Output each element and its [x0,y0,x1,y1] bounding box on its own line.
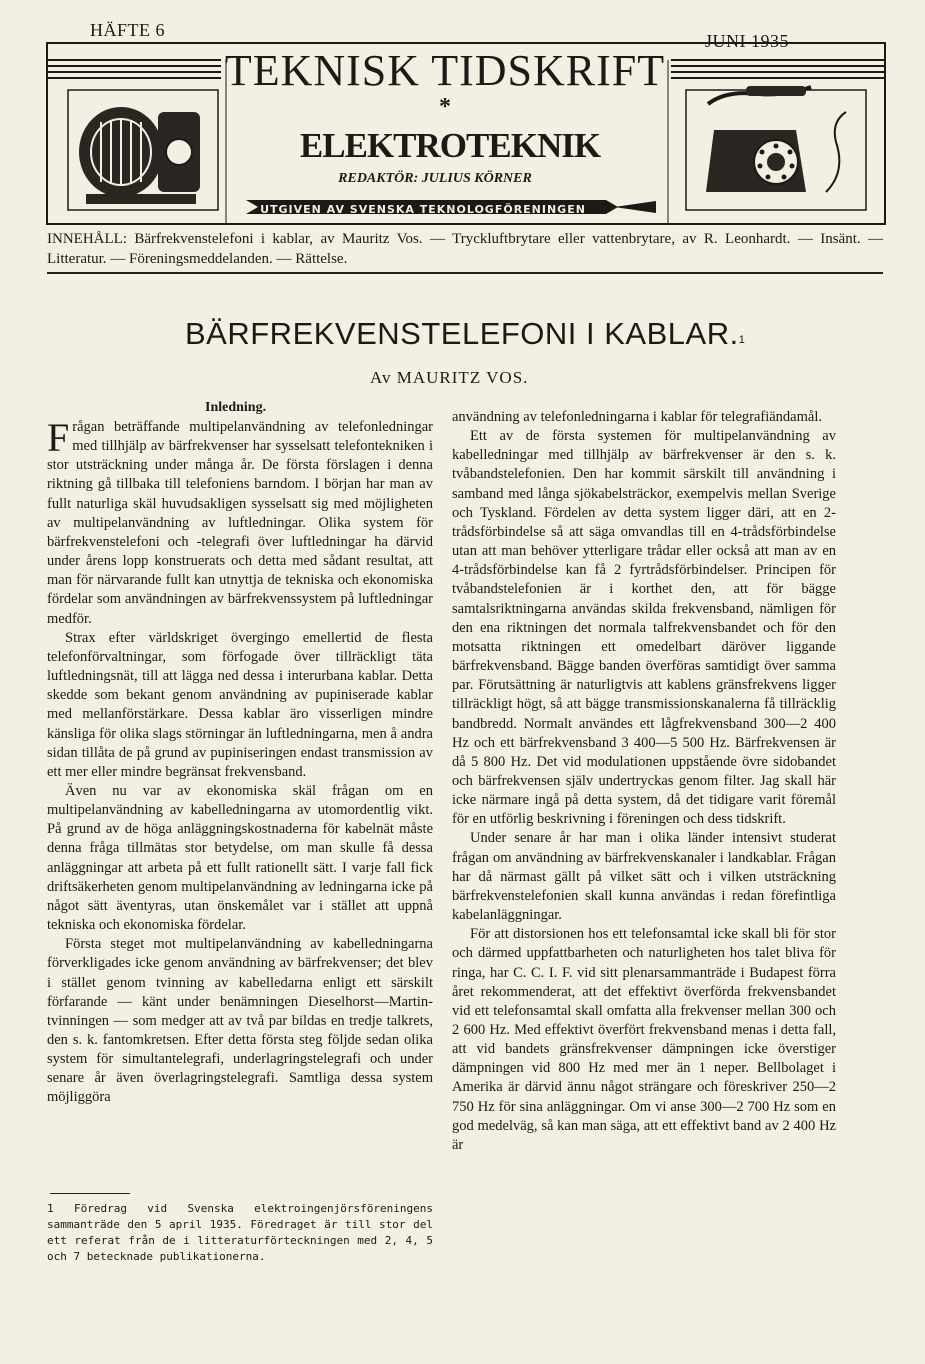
left-column [47,415,433,1108]
paragraph: Även nu var av ekonomiska skäl frågan om en multipelanvändning av kabelledningarna av utomordentlig vikt. På grund av de höga anläggningskostnaderna för kabelnät måste denna fråga tillmätas stor betydelse, om man skulle få dessa anläggningar att arbeta på ett fullt rationellt sätt. I varje fall fick driftsäkerheten genom multipelanvändning av ledningarna icke på något sätt äventyras, utan önskemålet var i stället att uppnå tekniska och ekonomiska fördelar. [47,782,433,934]
paragraph: Under senare år har man i olika länder intensivt studerat frågan om användning av bärfrekvenskanaler i landkablar. Frågan har då närmast gällt på vilket sätt och i vilken utsträckning bärfrekvenstelefonien skall kunna användas i redan förefintliga kabelanläggningar. [452,830,836,924]
editor-line: REDAKTÖR: JULIUS KÖRNER [338,171,532,186]
right-column [452,408,836,1155]
electric-motor-icon [68,90,218,210]
paragraph: användning av telefonledningarna i kablar för telegrafiändamål. [452,409,822,425]
drop-cap: F [47,415,70,460]
paragraph: Frågan beträffande multipelanvändning av telefonledningar med tillhjälp av bärfrekvenser har sysselsatt telefontekniken i stor utsträckning under många år. De första förslagen i denna riktning gå tillbaka till telefoniens barndom. I början har man av fullt naturliga skäl huvudsakligen sysselsatt sig med möjligheten av multipelanvändning av luftledningar. Olika system för bärfrekvenstelefoni och -telegrafi över luftledningar ha därvid under årens lopp konstruerats och detta med sådant resultat, att man för närvarande fullt kan utnyttja de tekniska och ekonomiska fördelar som användningen av bärfrekvenssystem på luftledningar medför. [47,415,433,627]
issue-number: HÄFTE 6 [90,20,165,40]
journal-title: TEKNISK TIDSKRIFT [224,46,666,95]
journal-section-title: ELEKTROTEKNIK [299,126,601,165]
masthead-asterisk: * [439,94,451,120]
paragraph: För att distorsionen hos ett telefonsamtal icke skall bli för stor och därmed uppfattbarheten och naturligheten hos talet bliva för ringa, har C. C. I. F. vid sitt plenarsammanträde i Budapest förra året rekommenderat, att det effektivt överförda frekvensbandet vid ett telefonsamtal skall omfatta alla frekvenser mellan 300 och 2 600 Hz. Med effektivt överfört frekvensband menas i detta fall, att vid bandets gränsfrekvenser dämpningen icke överstiger dämpningen vid 800 Hz med mer än 1 neper. Bellbolaget i Amerika är därvid ännu något strängare och föreskriver 250—2 750 Hz för sina anläggningar. Om vi anse 300—2 700 Hz som en god medelväg, så kan man säga, att ett effektivt band av 2 400 Hz är [452,926,836,1153]
article-byline: Av MAURITZ VOS. [370,368,529,387]
table-of-contents: INNEHÅLL: Bärfrekvenstelefoni i kablar, av Mauritz Vos. — Tryckluftbrytare eller vattenbrytare, av R. Leonhardt. — Insänt. — Litteratur. — Föreningsmeddelanden. — Rättelse. [47,231,883,267]
title-footnote-marker: 1 [738,334,746,346]
publisher-line: UTGIVEN AV SVENSKA TEKNOLOGFÖRENINGEN [260,203,586,216]
footnote: 1 Föredrag vid Svenska elektroingenjörsföreningens sammanträde den 5 april 1935. Föredraget är till stor del ett referat från de i litteraturförteckningen med 2, 4, 5 och 7 betecknade publikationerna. [47,1202,433,1263]
article-title: BÄRFREKVENSTELEFONI I KABLAR.$^1$ [185,316,746,351]
paragraph: Första steget mot multipelanvändning av kabelledningarna förverkligades icke genom användning av bärfrekvenser; det blev i stället genom tvinning av kabelledarna enligt ett särskilt förfarande — känt under benämningen Dieselhorst—Martin-tvinningen — som medger att av två par bildas en tredje talkrets, den s. k. fantomkretsen. Efter detta första steg följde sedan olika system för simultantelegrafi, underlagringstelegrafi och under senare år även överlagringstelegrafi. Samtliga dessa system möjliggöra [47,936,433,1106]
paragraph: Ett av de första systemen för multipelanvändning av kabelledningar med tillhjälp av bärfrekvenser är den s. k. tvåbandstelefonien. Den har kommit särskilt till användning i samband med långa sjökabelsträckor, exempelvis mellan Sverige och Tyskland. Fördelen av detta system ligger däri, att en 2-trådsförbindelse så att säga omvandlas till en 4-trådsförbindelse utan att man behöver ytterligare trådar eller också att man av en 4-trådsförbindelse kan få 2 fyrtrådsförbindelser. Principen för tvåbandstelefonien är i korthet den, att för bägge samtalsriktningarna användas skilda frekvensband, nämligen för den ena riktningen det normala talfrekvensbandet och för den motsatta riktningen ett omedelbart däröver liggande bärfrekvensband. Bägge banden överföras samtidigt över samma par. Förutsättning är naturligtvis att kablens gränsfrekvens ligger tillräckligt högt, så att bägge transmissionskanalerna få tillräcklig bandbredd. Normalt användes ett lågfrekvensband 300—2 400 Hz och ett bärfrekvensband 3 400—5 500 Hz. Bärfrekvensen är då 5 800 Hz. Det vid modulationen uppstående övre sidobandet och bärfrekvensen själv undertryckas genom filter. Jag skall här icke närmare ingå på detta system, då det tidigare varit föremål för en utförlig beskrivning i föreningen och dess tidskrift. [452,428,836,828]
section-heading: Inledning. [205,400,267,415]
footnote-divider [50,1193,130,1194]
header-divider [47,272,883,274]
issue-date: JUNI 1935 [705,31,789,51]
paragraph: Strax efter världskriget övergingo emellertid de flesta telefonförvaltningar, som förfogade över tillräckligt täta luftledningsnät, till att lägga ned dessa i interurbana kablar. Detta skedde som bekant genom användning av pupiniserade kablar med mellanförstärkare. Dessa kablar äro visserligen mindre känsliga för olika slags störningar än luftledningarna, men å andra sidan tillåta de på grund av pupiniseringen endast transmission av ett mer eller mindre begränsat frekvensband. [47,629,433,780]
telephone-icon [686,86,866,210]
